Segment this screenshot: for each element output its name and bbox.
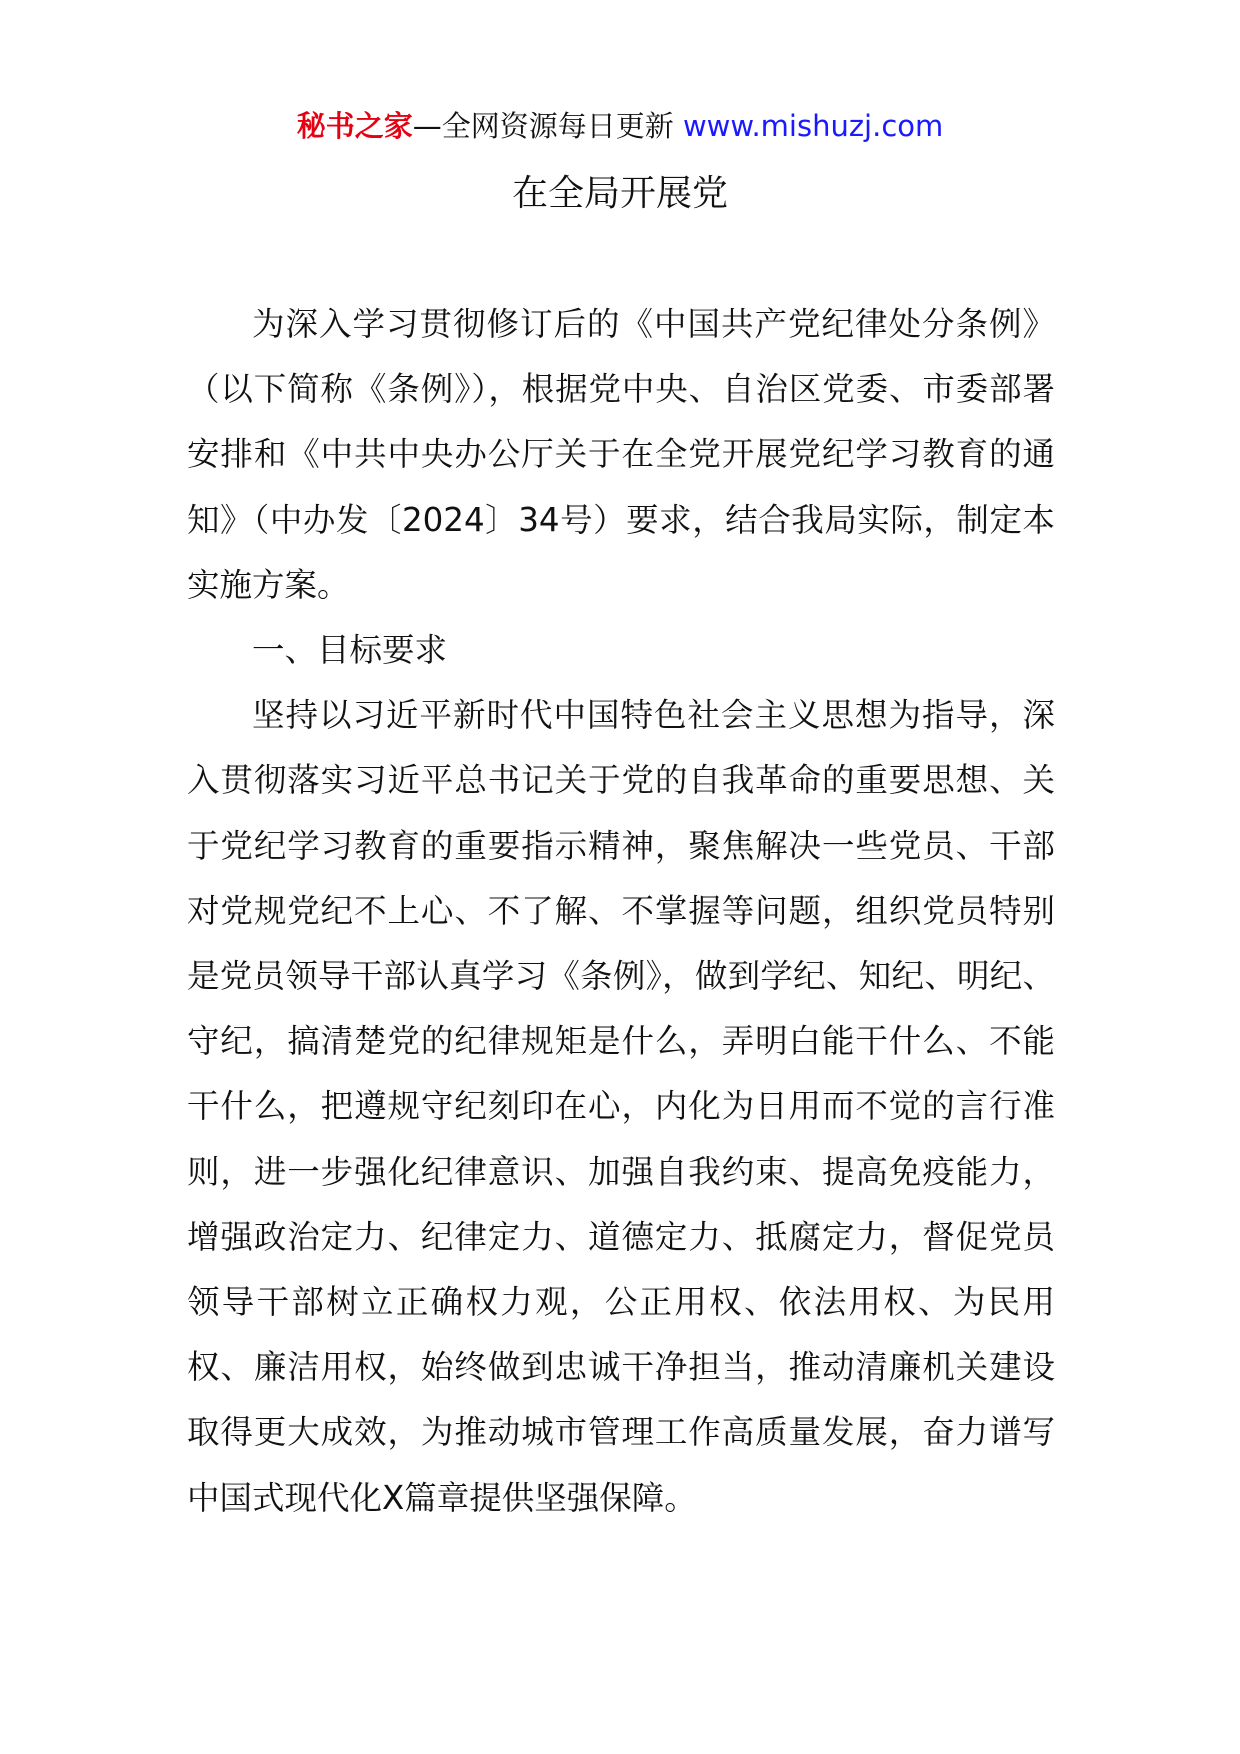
section-heading: 一、目标要求 [252,631,448,670]
site-header [0,104,1240,148]
goals-paragraph: 坚持以习近平新时代中国特色社会主义思想为指导，深入贯彻落实习近平总书记关于党的自我革命的重要思想、关于党纪学习教育的重要指示精神，聚焦解决一些党员、干部对党规党纪不上心、不了解、不掌握等问题，组织党员特别是党员领导干部认真学习《条例》，做到学纪、知纪、明纪、守纪，搞清楚党的纪律规矩是什么，弄明白能干什么、不能干什么，把遵规守纪刻印在心，内化为日用而不觉的言行准则，进一步强化纪律意识、加强自我约束、提高免疫能力，增强政治定力、纪律定力、道德定力、抵腐定力，督促党员领导干部树立正确权力观，公正用权、依法用权、为民用权、廉洁用权，始终做到忠诚干净担当，推动清廉机关建设取得更大成效，为推动城市管理工作高质量发展，奋力谱写中国式现代化X篇章提供坚强保障。 [187,696,1055,1517]
document-title: 在全局开展党 [511,173,728,214]
intro-paragraph: 为深入学习贯彻修订后的《中国共产党纪律处分条例》（以下简称《条例》），根据党中央、自治区党委、市委部署安排和《中共中央办公厅关于在全党开展党纪学习教育的通知》（中办发〔2024〕34号）要求，结合我局实际，制定本实施方案。 [187,305,1055,604]
header-tagline: —全网资源每日更新 [412,109,674,143]
document-body [187,292,1055,1531]
brand-name: 秘书之家 [296,109,413,143]
site-url-link[interactable]: www.mishuzj.com [682,109,944,143]
